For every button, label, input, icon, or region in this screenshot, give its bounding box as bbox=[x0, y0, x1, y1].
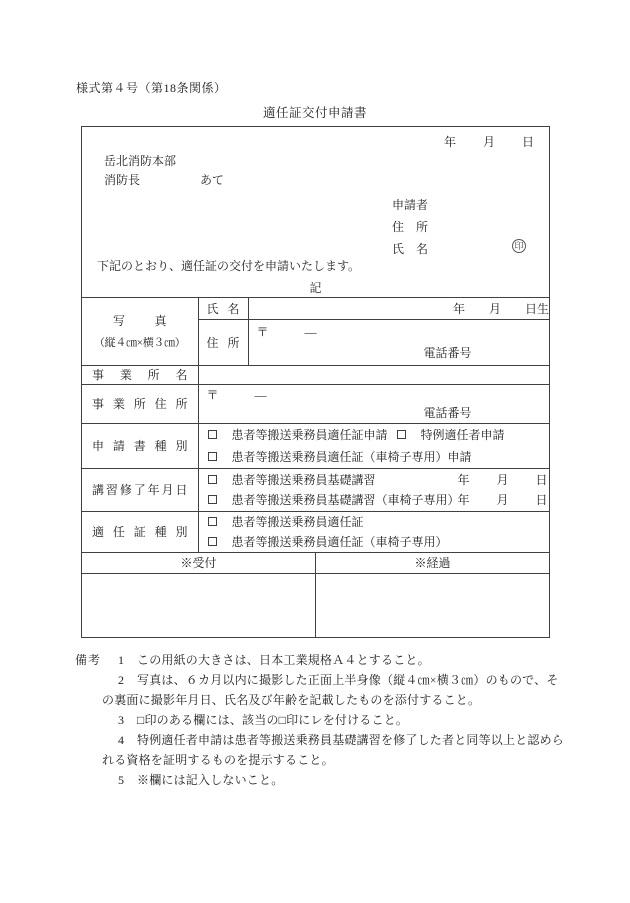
form-header-section bbox=[82, 127, 549, 298]
applicant-address-label: 住 所 bbox=[392, 220, 429, 234]
note-number: 5 bbox=[118, 773, 124, 787]
note-number: 2 bbox=[118, 673, 124, 687]
name-label-cell bbox=[198, 298, 248, 319]
name-label: 氏名 bbox=[206, 301, 240, 316]
note-line bbox=[75, 751, 575, 771]
note-text: この用紙の大きさは、日本工業規格Ａ４とすること。 bbox=[137, 653, 430, 667]
checkbox-icon bbox=[397, 430, 406, 439]
address-label: 住所 bbox=[206, 335, 240, 350]
note-number: 3 bbox=[118, 713, 124, 727]
checkbox-label: 患者等搬送乗務員適任証 bbox=[231, 515, 364, 530]
certificate-options-cell bbox=[198, 511, 549, 552]
addressee-suffix: あて bbox=[200, 173, 225, 187]
table-row bbox=[82, 511, 549, 552]
application-type-options-cell bbox=[198, 423, 549, 468]
checkbox-label: 患者等搬送乗務員適任証（車椅子専用） bbox=[231, 535, 448, 550]
certificate-type-label: 適任証種別 bbox=[92, 525, 188, 540]
course-date-label-cell bbox=[82, 468, 198, 511]
note-line bbox=[75, 691, 575, 711]
checkbox-icon bbox=[208, 517, 217, 526]
declaration-text: 下記のとおり、適任証の交付を申請いたします。 bbox=[97, 259, 361, 273]
progress-header: ※経過 bbox=[316, 553, 549, 574]
checkbox-label: 患者等搬送乗務員適任証申請 bbox=[231, 428, 388, 443]
note-text: □印のある欄には、該当の□印にレを付けること。 bbox=[137, 713, 409, 727]
applicant-label: 申請者 bbox=[392, 198, 429, 212]
progress-field bbox=[316, 574, 549, 637]
postal-code-field: 〒 ― bbox=[256, 325, 317, 340]
note-text: れる資格を証明するものを提示すること。 bbox=[102, 753, 334, 767]
addressee-title: 消防長 bbox=[104, 173, 141, 187]
application-type-option-special bbox=[397, 426, 505, 443]
office-address-label-cell bbox=[82, 384, 198, 423]
application-type-label: 申請書種別 bbox=[92, 439, 188, 453]
note-number: 4 bbox=[118, 733, 124, 747]
note-number: 1 bbox=[118, 653, 124, 667]
checkbox-label: 患者等搬送乗務員基礎講習 bbox=[231, 472, 376, 487]
address-field-cell bbox=[248, 319, 549, 365]
checkbox-label: 特例適任者申請 bbox=[420, 428, 505, 443]
checkbox-icon bbox=[208, 430, 217, 439]
note-line bbox=[75, 651, 575, 671]
certificate-type-label-cell bbox=[82, 511, 198, 552]
note-line bbox=[75, 731, 575, 751]
phone-label: 電話番号 bbox=[423, 406, 472, 421]
course-options-cell bbox=[198, 468, 549, 511]
certificate-option-row bbox=[199, 512, 550, 532]
checkbox-icon bbox=[208, 452, 217, 461]
course-option-row bbox=[199, 490, 550, 510]
date-field: 年 月 日 bbox=[457, 493, 549, 508]
checkbox-label: 患者等搬送乗務員適任証（車椅子専用）申請 bbox=[231, 449, 472, 464]
table-row bbox=[82, 365, 549, 384]
course-option-row bbox=[199, 469, 550, 489]
table-row bbox=[82, 423, 549, 468]
table-row bbox=[82, 384, 549, 423]
application-type-option-row bbox=[199, 425, 550, 445]
application-form-box bbox=[81, 126, 550, 638]
office-address-label: 事業所住所 bbox=[92, 397, 188, 411]
note-line bbox=[75, 711, 575, 731]
course-date-label: 講習修了年月日 bbox=[92, 483, 188, 497]
photo-label: 写真 bbox=[113, 314, 167, 329]
applicant-block bbox=[392, 194, 428, 260]
table-row bbox=[82, 298, 549, 319]
notes-section bbox=[75, 651, 575, 791]
office-address-field-cell bbox=[198, 384, 549, 423]
certificate-option-row bbox=[199, 532, 550, 552]
date-field: 年 月 日 bbox=[443, 135, 535, 149]
reception-header: ※受付 bbox=[82, 553, 316, 574]
addressee-organization: 岳北消防本部 bbox=[104, 154, 177, 168]
record-marker: 記 bbox=[309, 281, 322, 295]
checkbox-icon bbox=[208, 475, 217, 484]
page-title: 適任証交付申請書 bbox=[262, 106, 367, 120]
postal-code-field: 〒 ― bbox=[206, 387, 267, 402]
seal-icon: 印 bbox=[512, 239, 526, 253]
form-number: 様式第４号（第18条関係） bbox=[76, 81, 227, 95]
reception-field bbox=[82, 574, 316, 637]
checkbox-icon bbox=[208, 537, 217, 546]
address-label-cell bbox=[198, 319, 248, 365]
note-line bbox=[75, 771, 575, 791]
checkbox-label: 患者等搬送乗務員基礎講習（車椅子専用） bbox=[231, 493, 460, 508]
application-type-option-row bbox=[199, 446, 550, 466]
birthdate-field: 年 月 日生 bbox=[248, 298, 549, 319]
note-text: ※欄には記入しないこと。 bbox=[137, 773, 284, 787]
application-type-label-cell bbox=[82, 423, 198, 468]
phone-label: 電話番号 bbox=[423, 345, 472, 360]
note-text: 特例適任者申請は患者等搬送乗務員基礎講習を修了した者と同等以上と認めら bbox=[137, 733, 565, 747]
notes-label: 備考 bbox=[75, 653, 102, 667]
photo-size-label: （縦４㎝×横３㎝） bbox=[93, 337, 186, 350]
applicant-name-label: 氏 名 bbox=[392, 242, 429, 256]
photo-cell bbox=[82, 298, 198, 365]
application-table bbox=[82, 298, 549, 552]
office-name-label-cell bbox=[82, 365, 198, 384]
note-line bbox=[75, 671, 575, 691]
note-text: の裏面に撮影年月日、氏名及び年齢を記載したものを添付すること。 bbox=[102, 693, 481, 707]
table-row bbox=[82, 468, 549, 511]
checkbox-icon bbox=[208, 495, 217, 504]
office-name-field bbox=[198, 365, 549, 384]
office-name-label: 事業所名 bbox=[92, 368, 188, 382]
date-field: 年 月 日 bbox=[457, 472, 549, 487]
office-use-section bbox=[82, 552, 549, 637]
note-text: 写真は、６カ月以内に撮影した正面上半身像（縦４㎝×横３㎝）のもので、そ bbox=[137, 673, 559, 687]
